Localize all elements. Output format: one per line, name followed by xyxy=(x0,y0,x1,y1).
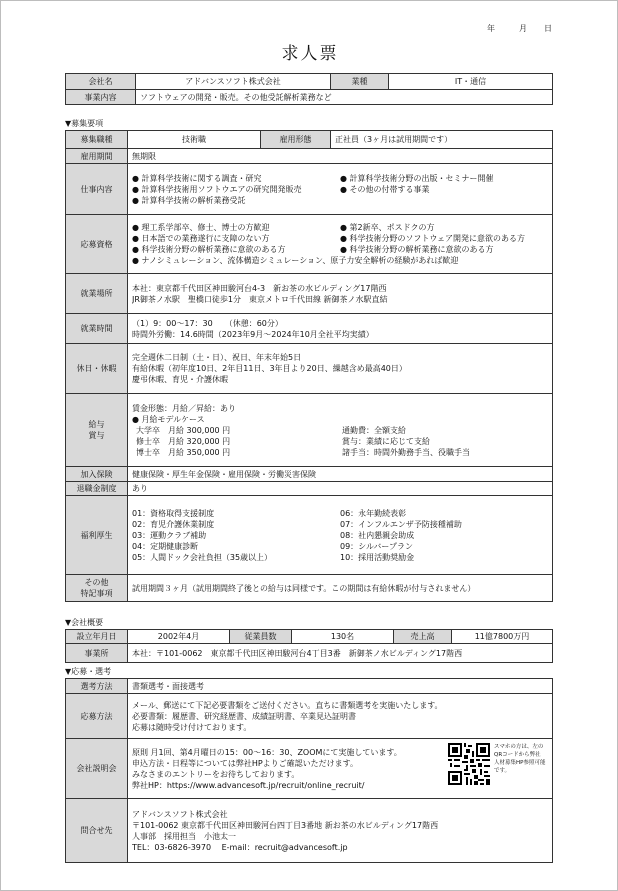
job-type-value: 技術職 xyxy=(128,131,261,149)
recruit-url[interactable]: 弊社HP：https://www.advancesoft.jp/recruit/online_recruit/ xyxy=(132,780,365,790)
qualifications xyxy=(128,215,553,274)
application-line: メール、郵送にて下記必要書類をご送付ください。直ちに書類選考を実施いたします。 xyxy=(132,700,443,710)
welfare-label: 福利厚生 xyxy=(66,496,128,575)
welfare-item: 09：シルバープラン xyxy=(340,541,414,551)
sales-value: 11億7800万円 xyxy=(452,630,553,644)
industry-value: IT・通信 xyxy=(389,74,553,90)
qualification-label: 応募資格 xyxy=(66,215,128,274)
section-heading-recruit: ▼募集要項 xyxy=(65,119,104,128)
session-line: みなさまのエントリーをお待ちしております。 xyxy=(132,769,300,779)
qr-note: スマホの方は、左のQRコードから弊社人材募集HP参照可能です。 xyxy=(494,744,546,774)
employees-label: 従業員数 xyxy=(230,630,292,644)
employment-type-value: 正社員（3ヶ月は試用期間です） xyxy=(331,131,553,149)
contact-label: 問合せ先 xyxy=(66,799,128,863)
application-line: 応募は随時受け付けております。 xyxy=(132,722,252,732)
retirement-value: あり xyxy=(128,482,553,496)
company-name-label: 会社名 xyxy=(66,74,136,90)
qr-code-icon[interactable] xyxy=(448,743,490,785)
section-heading-apply: ▼応募・選考 xyxy=(65,667,112,676)
overview-table xyxy=(65,629,553,663)
info-session xyxy=(128,739,553,799)
contact-line: アドバンスソフト株式会社 xyxy=(132,809,228,819)
work-location xyxy=(128,274,553,314)
work-item: ● その他の付帯する事業 xyxy=(340,184,430,194)
allowance-item: 諸手当：時間外勤務手当、役職手当 xyxy=(342,447,470,457)
employees-value: 130名 xyxy=(292,630,394,644)
qualification-item: ● 科学技術分野のソフトウェア開発に意欲のある方 xyxy=(340,234,526,243)
working-hours-line: （1）9：00～17：30 （休憩：60分） xyxy=(132,318,283,328)
qualification-item: ● ナノシミュレーション、流体構造シミュレーション、原子力安全解析の経験があれば歓迎 xyxy=(132,256,459,265)
work-item: ● 計算科学技術に関する調査・研究 xyxy=(132,173,262,183)
salary-label xyxy=(66,394,128,467)
salary-form: 賃金形態：月給／昇給：あり xyxy=(132,403,236,413)
salary-model-item: 大学卒 月給 300,000 円 xyxy=(136,425,231,435)
welfare-item: 04：定期健康診断 xyxy=(132,541,199,551)
selection-method-value: 書類選考・面接選考 xyxy=(128,679,553,694)
other-label-text: その他 xyxy=(84,578,109,587)
contact-line: 〒101-0062 東京都千代田区神田駿河台四丁目3番地 新お茶の水ビルディング17階西 xyxy=(132,820,439,830)
recruit-table xyxy=(65,130,553,602)
welfare-item: 08：社内懇親会助成 xyxy=(340,530,415,540)
contact-line: 人事部 採用担当 小池太一 xyxy=(132,831,236,841)
other-notes-label xyxy=(66,575,128,602)
welfare-item: 01：資格取得支援制度 xyxy=(132,508,215,518)
contact xyxy=(128,799,553,863)
application-line: 必要書類：履歴書、研究経歴書、成績証明書、卒業見込証明書 xyxy=(132,711,356,721)
page-title: 求人票 xyxy=(281,44,339,64)
holiday-label: 休日・休暇 xyxy=(66,344,128,394)
job-description-label: 仕事内容 xyxy=(66,164,128,215)
welfare-item: 05：人間ドック会社負担（35歳以上） xyxy=(132,552,273,562)
date-day-label: 日 xyxy=(544,24,552,33)
selection-method-label: 選考方法 xyxy=(66,679,128,694)
welfare-item: 03：運動クラブ補助 xyxy=(132,530,207,540)
contact-tel-email[interactable]: TEL：03-6826-3970 E-mail：recruit@advancesoft.jp xyxy=(132,842,348,852)
date-month-label: 月 xyxy=(519,24,527,33)
qualification-item: ● 理工系学部卒、修士、博士の方歓迎 xyxy=(132,223,270,232)
qualification-item: ● 日本語での業務遂行に支障のない方 xyxy=(132,234,270,243)
holidays xyxy=(128,344,553,394)
application-method-label: 応募方法 xyxy=(66,694,128,739)
employment-type-label: 雇用形態 xyxy=(261,131,331,149)
notes-label-text: 特記事項 xyxy=(80,589,113,598)
office-label: 事業所 xyxy=(66,644,128,663)
company-name: アドバンスソフト株式会社 xyxy=(136,74,331,90)
welfare xyxy=(128,496,553,575)
allowance-item: 賞与：業績に応じて支給 xyxy=(342,436,430,446)
insurance-label: 加入保険 xyxy=(66,467,128,482)
salary xyxy=(128,394,553,467)
founded-value: 2002年4月 xyxy=(128,630,230,644)
bonus-label-text: 賞与 xyxy=(88,431,105,440)
working-hours-label: 就業時間 xyxy=(66,314,128,344)
holiday-line: 有給休暇（初年度10日、2年目11日、3年目より20日、繰越含め最高40日） xyxy=(132,364,407,373)
working-hours-line: 時間外労働：14.6時間（2023年9月～2024年10月全社平均実績） xyxy=(132,329,374,339)
founded-label: 設立年月日 xyxy=(66,630,128,644)
welfare-item: 06：永年勤続表彰 xyxy=(340,508,407,518)
work-location-line: 本社：東京都千代田区神田駿河台4-3 新お茶の水ビルディング17階西 xyxy=(132,283,387,293)
qualification-item: ● 第2新卒、ポスドクの方 xyxy=(340,223,435,232)
work-item: ● 計算科学技術分野の出版・セミナー開催 xyxy=(340,173,494,183)
allowance-item: 通勤費：全額支給 xyxy=(342,425,406,435)
apply-table xyxy=(65,678,553,863)
work-item: ● 計算科学技術の解析業務受託 xyxy=(132,195,246,205)
holiday-line: 慶弔休暇、育児・介護休暇 xyxy=(132,375,228,384)
qualification-item: ● 科学技術分野の解析業務に意欲のある方 xyxy=(340,245,494,254)
employment-period-value: 無期限 xyxy=(128,149,553,164)
insurance-value: 健康保険・厚生年金保険・雇用保険・労働災害保険 xyxy=(128,467,553,482)
employment-period-label: 雇用期間 xyxy=(66,149,128,164)
salary-model-item: 修士卒 月給 320,000 円 xyxy=(136,436,231,446)
section-heading-overview: ▼会社概要 xyxy=(65,618,104,627)
other-notes-value: 試用期間３ヶ月（試用期間終了後との給与は同様です。この期間は有給休暇が付与されません） xyxy=(128,575,553,602)
business-value: ソフトウェアの開発・販売。その他受託解析業務など xyxy=(136,90,553,105)
office-value: 本社：〒101-0062 東京都千代田区神田駿河台4丁目3番 新御茶ノ水ビルディング17階西 xyxy=(128,644,553,663)
salary-label-text: 給与 xyxy=(88,420,105,429)
welfare-item: 07：インフルエンザ予防接種補助 xyxy=(340,519,462,529)
retirement-label: 退職金制度 xyxy=(66,482,128,496)
welfare-item: 02：育児介護休業制度 xyxy=(132,519,215,529)
qualification-item: ● 科学技術分野の解析業務に意欲のある方 xyxy=(132,245,286,254)
job-description xyxy=(128,164,553,215)
company-table xyxy=(65,73,553,105)
session-line: 申込方法・日程等については弊社HPよりご確認いただけます。 xyxy=(132,758,359,768)
work-location-label: 就業場所 xyxy=(66,274,128,314)
holiday-line: 完全週休二日制（土・日）、祝日、年末年始5日 xyxy=(132,353,302,362)
salary-model-heading: ● 月給モデルケース xyxy=(132,414,205,424)
salary-model-item: 博士卒 月給 350,000 円 xyxy=(136,447,231,457)
industry-label: 業種 xyxy=(331,74,389,90)
session-line: 原則 月1回、第4月曜日の15：00～16：30、ZOOMにて実施しています。 xyxy=(132,747,402,757)
application-method xyxy=(128,694,553,739)
info-session-label: 会社説明会 xyxy=(66,739,128,799)
sales-label: 売上高 xyxy=(394,630,452,644)
business-label: 事業内容 xyxy=(66,90,136,105)
working-hours xyxy=(128,314,553,344)
welfare-item: 10：採用活動奨励金 xyxy=(340,552,415,562)
job-type-label: 募集職種 xyxy=(66,131,128,149)
work-location-line: JR御茶ノ水駅 聖橋口徒歩1分 東京メトロ千代田線 新御茶ノ水駅直結 xyxy=(132,294,388,304)
date-year-label: 年 xyxy=(487,24,495,33)
qr-block xyxy=(448,743,546,785)
work-item: ● 計算科学技術用ソフトウエアの研究開発販売 xyxy=(132,184,302,194)
